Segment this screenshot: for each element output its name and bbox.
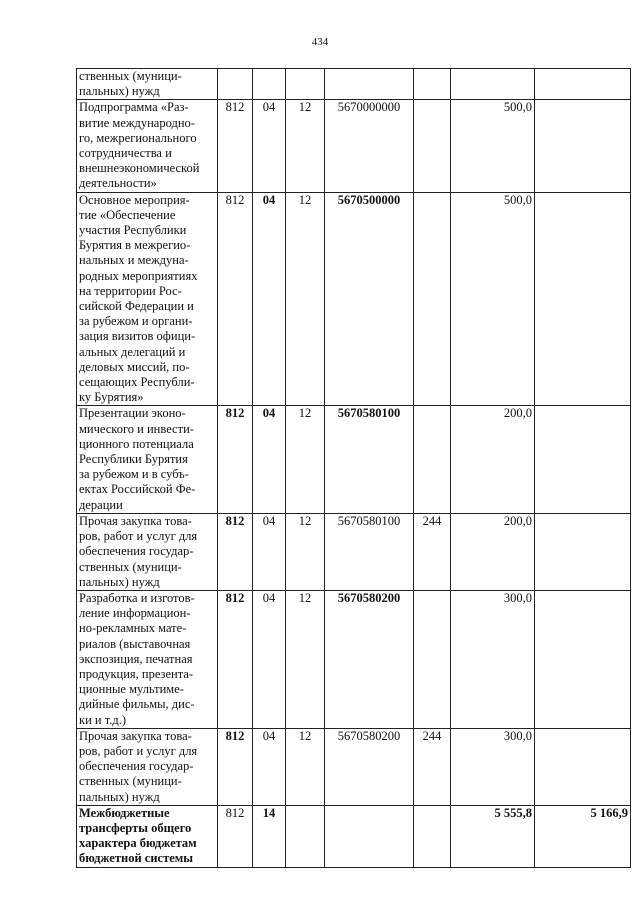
row-ved: 812	[218, 590, 253, 728]
row-year2	[535, 69, 631, 100]
row-year1: 200,0	[451, 406, 535, 513]
row-rz	[253, 69, 286, 100]
row-ved	[218, 69, 253, 100]
row-year1: 5 555,8	[451, 805, 535, 867]
row-year2	[535, 728, 631, 805]
row-year1: 500,0	[451, 192, 535, 406]
row-ved: 812	[218, 192, 253, 406]
row-year2	[535, 406, 631, 513]
row-vr	[414, 805, 451, 867]
row-name: ственных (муници- пальных) нужд	[77, 69, 218, 100]
row-vr	[414, 590, 451, 728]
row-ved: 812	[218, 805, 253, 867]
table-row	[77, 728, 631, 805]
row-csr: 5670500000	[325, 192, 414, 406]
row-year1: 200,0	[451, 513, 535, 590]
row-csr	[325, 805, 414, 867]
page-number: 434	[311, 36, 329, 48]
row-ved: 812	[218, 728, 253, 805]
row-ved: 812	[218, 100, 253, 192]
row-rz: 04	[253, 406, 286, 513]
row-rz: 04	[253, 100, 286, 192]
row-csr: 5670580200	[325, 728, 414, 805]
row-year1: 300,0	[451, 728, 535, 805]
row-vr	[414, 69, 451, 100]
row-year2	[535, 100, 631, 192]
row-year2	[535, 192, 631, 406]
table-row	[77, 192, 631, 406]
row-csr: 5670580100	[325, 513, 414, 590]
row-vr	[414, 406, 451, 513]
row-name: Прочая закупка това- ров, работ и услуг для обеспечения государ- ственных (муници- пальных) нужд	[77, 728, 218, 805]
row-name: Презентации эконо- мического и инвести- ционного потенциала Республики Бурятия за рубежом и в субъ- ектах Российской Фе- дерации	[77, 406, 218, 513]
row-name: Разработка и изготов- ление информацион- но-рекламных мате- риалов (выставочная экспозиция, печатная продукция, презента- ционные мультиме- дийные фильмы, дис- ки и т.д.)	[77, 590, 218, 728]
row-name: Основное мероприя- тие «Обеспечение участия Республики Бурятия в межрегио- нальных и междуна- родных мероприятиях на территории Рос- сийской Федерации и за рубежом и органи- зация визитов офици- альных делегаций и деловых миссий, по- сещающих Республи- ку Бурятия»	[77, 192, 218, 406]
row-ved: 812	[218, 406, 253, 513]
row-year1: 300,0	[451, 590, 535, 728]
table-row	[77, 513, 631, 590]
row-pr: 12	[286, 513, 325, 590]
row-csr: 5670580200	[325, 590, 414, 728]
row-year1	[451, 69, 535, 100]
row-pr	[286, 805, 325, 867]
row-rz: 04	[253, 513, 286, 590]
row-year2	[535, 590, 631, 728]
row-vr: 244	[414, 513, 451, 590]
row-csr	[325, 69, 414, 100]
row-vr	[414, 192, 451, 406]
row-vr	[414, 100, 451, 192]
row-csr: 5670000000	[325, 100, 414, 192]
table-row	[77, 805, 631, 867]
row-rz: 04	[253, 728, 286, 805]
table-row	[77, 100, 631, 192]
row-name: Межбюджетные трансферты общего характера бюджетам бюджетной системы	[77, 805, 218, 867]
table-row	[77, 69, 631, 100]
row-name: Прочая закупка това- ров, работ и услуг для обеспечения государ- ственных (муници- пальных) нужд	[77, 513, 218, 590]
row-year1: 500,0	[451, 100, 535, 192]
row-pr: 12	[286, 406, 325, 513]
row-rz: 04	[253, 590, 286, 728]
budget-table	[76, 68, 631, 868]
row-year2	[535, 513, 631, 590]
row-pr: 12	[286, 192, 325, 406]
row-rz: 14	[253, 805, 286, 867]
row-pr: 12	[286, 590, 325, 728]
row-rz: 04	[253, 192, 286, 406]
row-csr: 5670580100	[325, 406, 414, 513]
row-ved: 812	[218, 513, 253, 590]
table-row	[77, 590, 631, 728]
row-pr: 12	[286, 728, 325, 805]
table-row	[77, 406, 631, 513]
row-year2: 5 166,9	[535, 805, 631, 867]
row-pr: 12	[286, 100, 325, 192]
row-name: Подпрограмма «Раз- витие международно- го, межрегионального сотрудничества и внешнеэкономической деятельности»	[77, 100, 218, 192]
row-pr	[286, 69, 325, 100]
row-vr: 244	[414, 728, 451, 805]
